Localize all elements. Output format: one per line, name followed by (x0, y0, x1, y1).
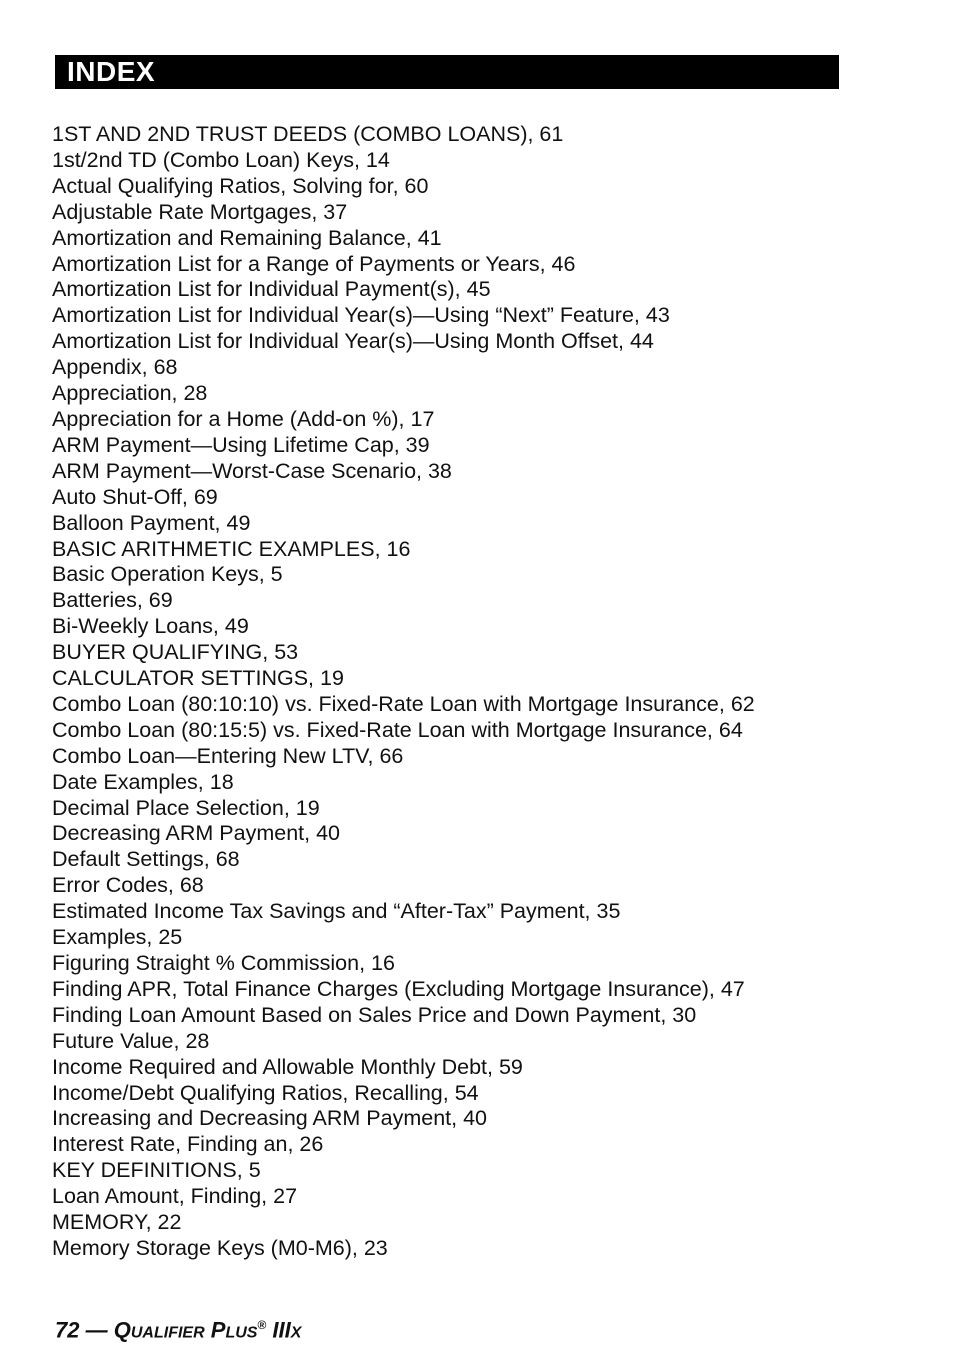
footer-separator: — (85, 1317, 108, 1343)
index-entry: Memory Storage Keys (M0-M6), 23 (52, 1235, 388, 1260)
index-entry: Amortization List for Individual Payment(s), 45 (52, 277, 491, 302)
index-entry: ARM Payment—Using Lifetime Cap, 39 (52, 432, 430, 457)
index-entry: 1ST AND 2ND TRUST DEEDS (COMBO LOANS), 61 (52, 122, 564, 146)
index-entry: Examples, 25 (52, 925, 183, 950)
index-entry: Loan Amount, Finding, 27 (52, 1184, 298, 1209)
index-entry: Finding APR, Total Finance Charges (Excluding Mortgage Insurance), 47 (52, 976, 745, 1001)
index-entry: ARM Payment—Worst-Case Scenario, 38 (52, 458, 452, 483)
index-list (52, 122, 755, 1262)
page-number: 72 (55, 1317, 80, 1343)
index-entry: Income/Debt Qualifying Ratios, Recalling, 54 (52, 1080, 479, 1105)
index-entry: Default Settings, 68 (52, 847, 240, 872)
index-entry: MEMORY, 22 (52, 1210, 182, 1235)
index-entry: Amortization and Remaining Balance, 41 (52, 225, 442, 250)
index-header-bar (55, 55, 839, 89)
index-entry: Decimal Place Selection, 19 (52, 795, 320, 820)
index-entry: KEY DEFINITIONS, 5 (52, 1158, 261, 1183)
index-entry: Error Codes, 68 (52, 873, 204, 898)
footer-product-ualifier: UALIFIER (130, 1324, 205, 1342)
index-entry: CALCULATOR SETTINGS, 19 (52, 666, 344, 691)
footer-model-iii: III (272, 1317, 291, 1343)
index-entry: Finding Loan Amount Based on Sales Price and Down Payment, 30 (52, 1002, 697, 1027)
index-entry: Increasing and Decreasing ARM Payment, 40 (52, 1106, 488, 1131)
index-entry: Combo Loan—Entering New LTV, 66 (52, 743, 404, 768)
index-entry: Amortization List for Individual Year(s)—Using “Next” Feature, 43 (52, 303, 670, 328)
index-entry: Figuring Straight % Commission, 16 (52, 951, 395, 975)
index-entry: Estimated Income Tax Savings and “After-Tax” Payment, 35 (52, 899, 621, 924)
index-entry: Bi-Weekly Loans, 49 (52, 614, 249, 639)
footer-model-x: X (290, 1324, 302, 1342)
index-entry: Amortization List for Individual Year(s)—Using Month Offset, 44 (52, 329, 654, 354)
footer-product-lus: LUS (225, 1324, 258, 1342)
index-entry: Auto Shut-Off, 69 (52, 484, 218, 509)
index-entry: Adjustable Rate Mortgages, 37 (52, 199, 348, 224)
index-entry: Actual Qualifying Ratios, Solving for, 60 (52, 173, 429, 198)
registered-mark: ® (257, 1318, 267, 1332)
index-entry: BASIC ARITHMETIC EXAMPLES, 16 (52, 536, 411, 561)
index-entry: Appendix, 68 (52, 355, 178, 380)
page-footer (55, 1310, 301, 1348)
index-entry: Amortization List for a Range of Payments or Years, 46 (52, 251, 576, 276)
index-entry: Interest Rate, Finding an, 26 (52, 1132, 324, 1157)
index-entry: Future Value, 28 (52, 1028, 210, 1053)
page-title: INDEX (67, 56, 156, 87)
index-entry: Appreciation, 28 (52, 381, 208, 406)
index-entry: Balloon Payment, 49 (52, 510, 251, 535)
index-entry: BUYER QUALIFYING, 53 (52, 640, 299, 665)
index-entry: Date Examples, 18 (52, 769, 234, 794)
index-entry: Combo Loan (80:15:5) vs. Fixed-Rate Loan with Mortgage Insurance, 64 (52, 717, 743, 742)
index-entry: Appreciation for a Home (Add-on %), 17 (52, 406, 435, 431)
index-entry: Income Required and Allowable Monthly Debt, 59 (52, 1054, 523, 1079)
index-entry: Combo Loan (80:10:10) vs. Fixed-Rate Loan with Mortgage Insurance, 62 (52, 691, 755, 716)
index-entry: Basic Operation Keys, 5 (52, 562, 283, 587)
footer-product-q: Q (113, 1317, 131, 1343)
index-entry: Decreasing ARM Payment, 40 (52, 821, 340, 846)
footer-product-p: P (210, 1317, 226, 1343)
index-entry: 1st/2nd TD (Combo Loan) Keys, 14 (52, 147, 390, 172)
index-entry: Batteries, 69 (52, 588, 173, 613)
